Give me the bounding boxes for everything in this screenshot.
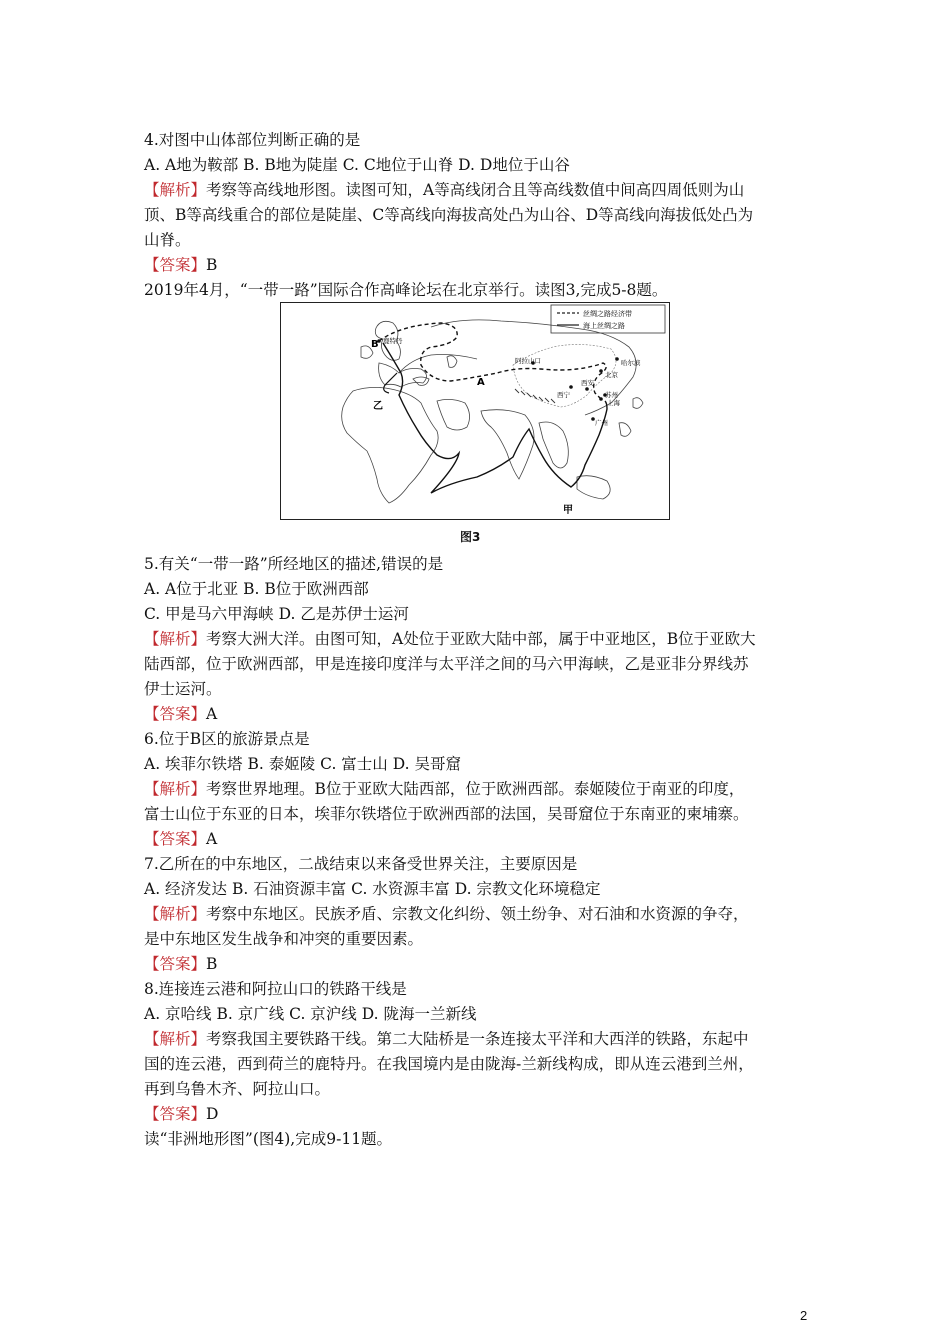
q5-answer-line — [144, 704, 217, 724]
q7-options: A. 经济发达 B. 石油资源丰富 C. 水资源丰富 D. 宗教文化环境稳定 — [144, 880, 601, 898]
q6-stem: 6.位于B区的旅游景点是 — [144, 730, 310, 748]
q8-analysis-line — [144, 1029, 749, 1049]
q8-options: A. 京哈线 B. 京广线 C. 京沪线 D. 陇海一兰新线 — [144, 1005, 477, 1023]
answer-tag: 【答案】 — [144, 705, 207, 723]
q5-stem: 5.有关“一带一路”所经地区的描述,错误的是 — [144, 555, 444, 573]
analysis-tag: 【解析】 — [144, 181, 207, 199]
q6-options: A. 埃菲尔铁塔 B. 泰姬陵 C. 富士山 D. 吴哥窟 — [144, 755, 461, 773]
analysis-tag: 【解析】 — [144, 630, 207, 648]
map-label-alashankou: 阿拉山口 — [515, 357, 541, 365]
q8-analysis-line-2: 国的连云港，西到荷兰的鹿特丹。在我国境内是由陇海-兰新线构成，即从连云港到兰州， — [144, 1055, 754, 1073]
analysis-tag: 【解析】 — [144, 1030, 207, 1048]
map-label-suzhou: 苏州 — [605, 391, 618, 399]
answer-value: D — [206, 1105, 219, 1123]
q4-options: A. A地为鞍部 B. B地为陡崖 C. C地位于山脊 D. D地位于山谷 — [144, 156, 570, 174]
answer-tag: 【答案】 — [144, 955, 207, 973]
q4-analysis-line-3: 山脊。 — [144, 231, 191, 249]
q4-analysis-line — [144, 180, 744, 200]
analysis-text: 考察等高线地形图。读图可知，A等高线闭合且等高线数值中间高四周低则为山 — [206, 181, 745, 199]
q5-options-1: A. A位于北亚 B. B位于欧洲西部 — [144, 580, 369, 598]
legend-land-label: 丝绸之路经济带 — [583, 310, 632, 318]
belt-road-map — [280, 302, 670, 520]
q7-analysis-line-2: 是中东地区发生战争和冲突的重要因素。 — [144, 930, 424, 948]
q4-answer-line — [144, 255, 217, 275]
q5-options-2: C. 甲是马六甲海峡 D. 乙是苏伊士运河 — [144, 605, 409, 623]
analysis-tag: 【解析】 — [144, 905, 207, 923]
analysis-text: 考察我国主要铁路干线。第二大陆桥是一条连接太平洋和大西洋的铁路，东起中 — [206, 1030, 749, 1048]
sea-route — [383, 343, 607, 493]
answer-value: A — [206, 705, 218, 723]
q7-stem: 7.乙所在的中东地区，二战结束以来备受世界关注，主要原因是 — [144, 855, 578, 873]
analysis-text: 考察世界地理。B位于亚欧大陆西部，位于欧洲西部。泰姬陵位于南亚的印度， — [206, 780, 745, 798]
map-label-rotterdam: 鹿特丹 — [383, 337, 403, 345]
map-label-harbin: 哈尔滨 — [621, 359, 641, 367]
q8-analysis-line-3: 再到乌鲁木齐、阿拉山口。 — [144, 1080, 331, 1098]
map-label-yi: 乙 — [373, 401, 383, 412]
intro-5-8: 2019年4月，“一带一路”国际合作高峰论坛在北京举行。读图3,完成5-8题。 — [144, 281, 668, 299]
map-label-xian: 西安 — [581, 379, 594, 387]
q6-answer-line — [144, 829, 217, 849]
q6-analysis-line — [144, 779, 744, 799]
q4-analysis-line-2: 顶、B等高线重合的部位是陡崖、C等高线向海拔高处凸为山谷、D等高线向海拔低处凸为 — [144, 206, 754, 224]
coastlines — [342, 320, 643, 503]
mountain-hatching — [515, 389, 555, 403]
analysis-text: 考察大洲大洋。由图可知，A处位于亚欧大陆中部，属于中亚地区，B位于亚欧大 — [206, 630, 756, 648]
map-label-shanghai: 上海 — [607, 399, 620, 407]
answer-tag: 【答案】 — [144, 256, 207, 274]
q8-stem: 8.连接连云港和阿拉山口的铁路干线是 — [144, 980, 407, 998]
map-label-guangzhou: 广州 — [595, 419, 608, 427]
analysis-text: 考察中东地区。民族矛盾、宗教文化纠纷、领土纷争、对石油和水资源的争夺， — [206, 905, 749, 923]
map-label-b: B — [371, 339, 379, 350]
map-label-xining: 西宁 — [557, 391, 570, 399]
map-label-jia: 甲 — [563, 505, 573, 516]
q8-answer-line — [144, 1104, 218, 1124]
q5-analysis-line-3: 伊士运河。 — [144, 680, 222, 698]
answer-value: B — [206, 955, 218, 973]
q7-answer-line — [144, 954, 217, 974]
map-label-a: A — [477, 377, 485, 388]
answer-value: B — [206, 256, 218, 274]
answer-tag: 【答案】 — [144, 1105, 207, 1123]
q7-analysis-line — [144, 904, 749, 924]
figure-caption: 图3 — [460, 530, 481, 544]
q5-analysis-line-2: 陆西部，位于欧洲西部，甲是连接印度洋与太平洋之间的马六甲海峡，乙是亚非分界线苏 — [144, 655, 749, 673]
answer-value: A — [206, 830, 218, 848]
legend-sea-label: 海上丝绸之路 — [583, 322, 625, 330]
page-number: 2 — [800, 1308, 808, 1323]
intro-9-11: 读“非洲地形图”(图4),完成9-11题。 — [144, 1130, 393, 1148]
q6-analysis-line-2: 富士山位于东亚的日本，埃菲尔铁塔位于欧洲西部的法国，吴哥窟位于东南亚的柬埔寨。 — [144, 805, 749, 823]
answer-tag: 【答案】 — [144, 830, 207, 848]
q5-analysis-line — [144, 629, 756, 649]
map-label-beijing: 北京 — [605, 371, 618, 379]
map-legend — [551, 305, 665, 333]
analysis-tag: 【解析】 — [144, 780, 207, 798]
q4-stem: 4.对图中山体部位判断正确的是 — [144, 131, 361, 149]
